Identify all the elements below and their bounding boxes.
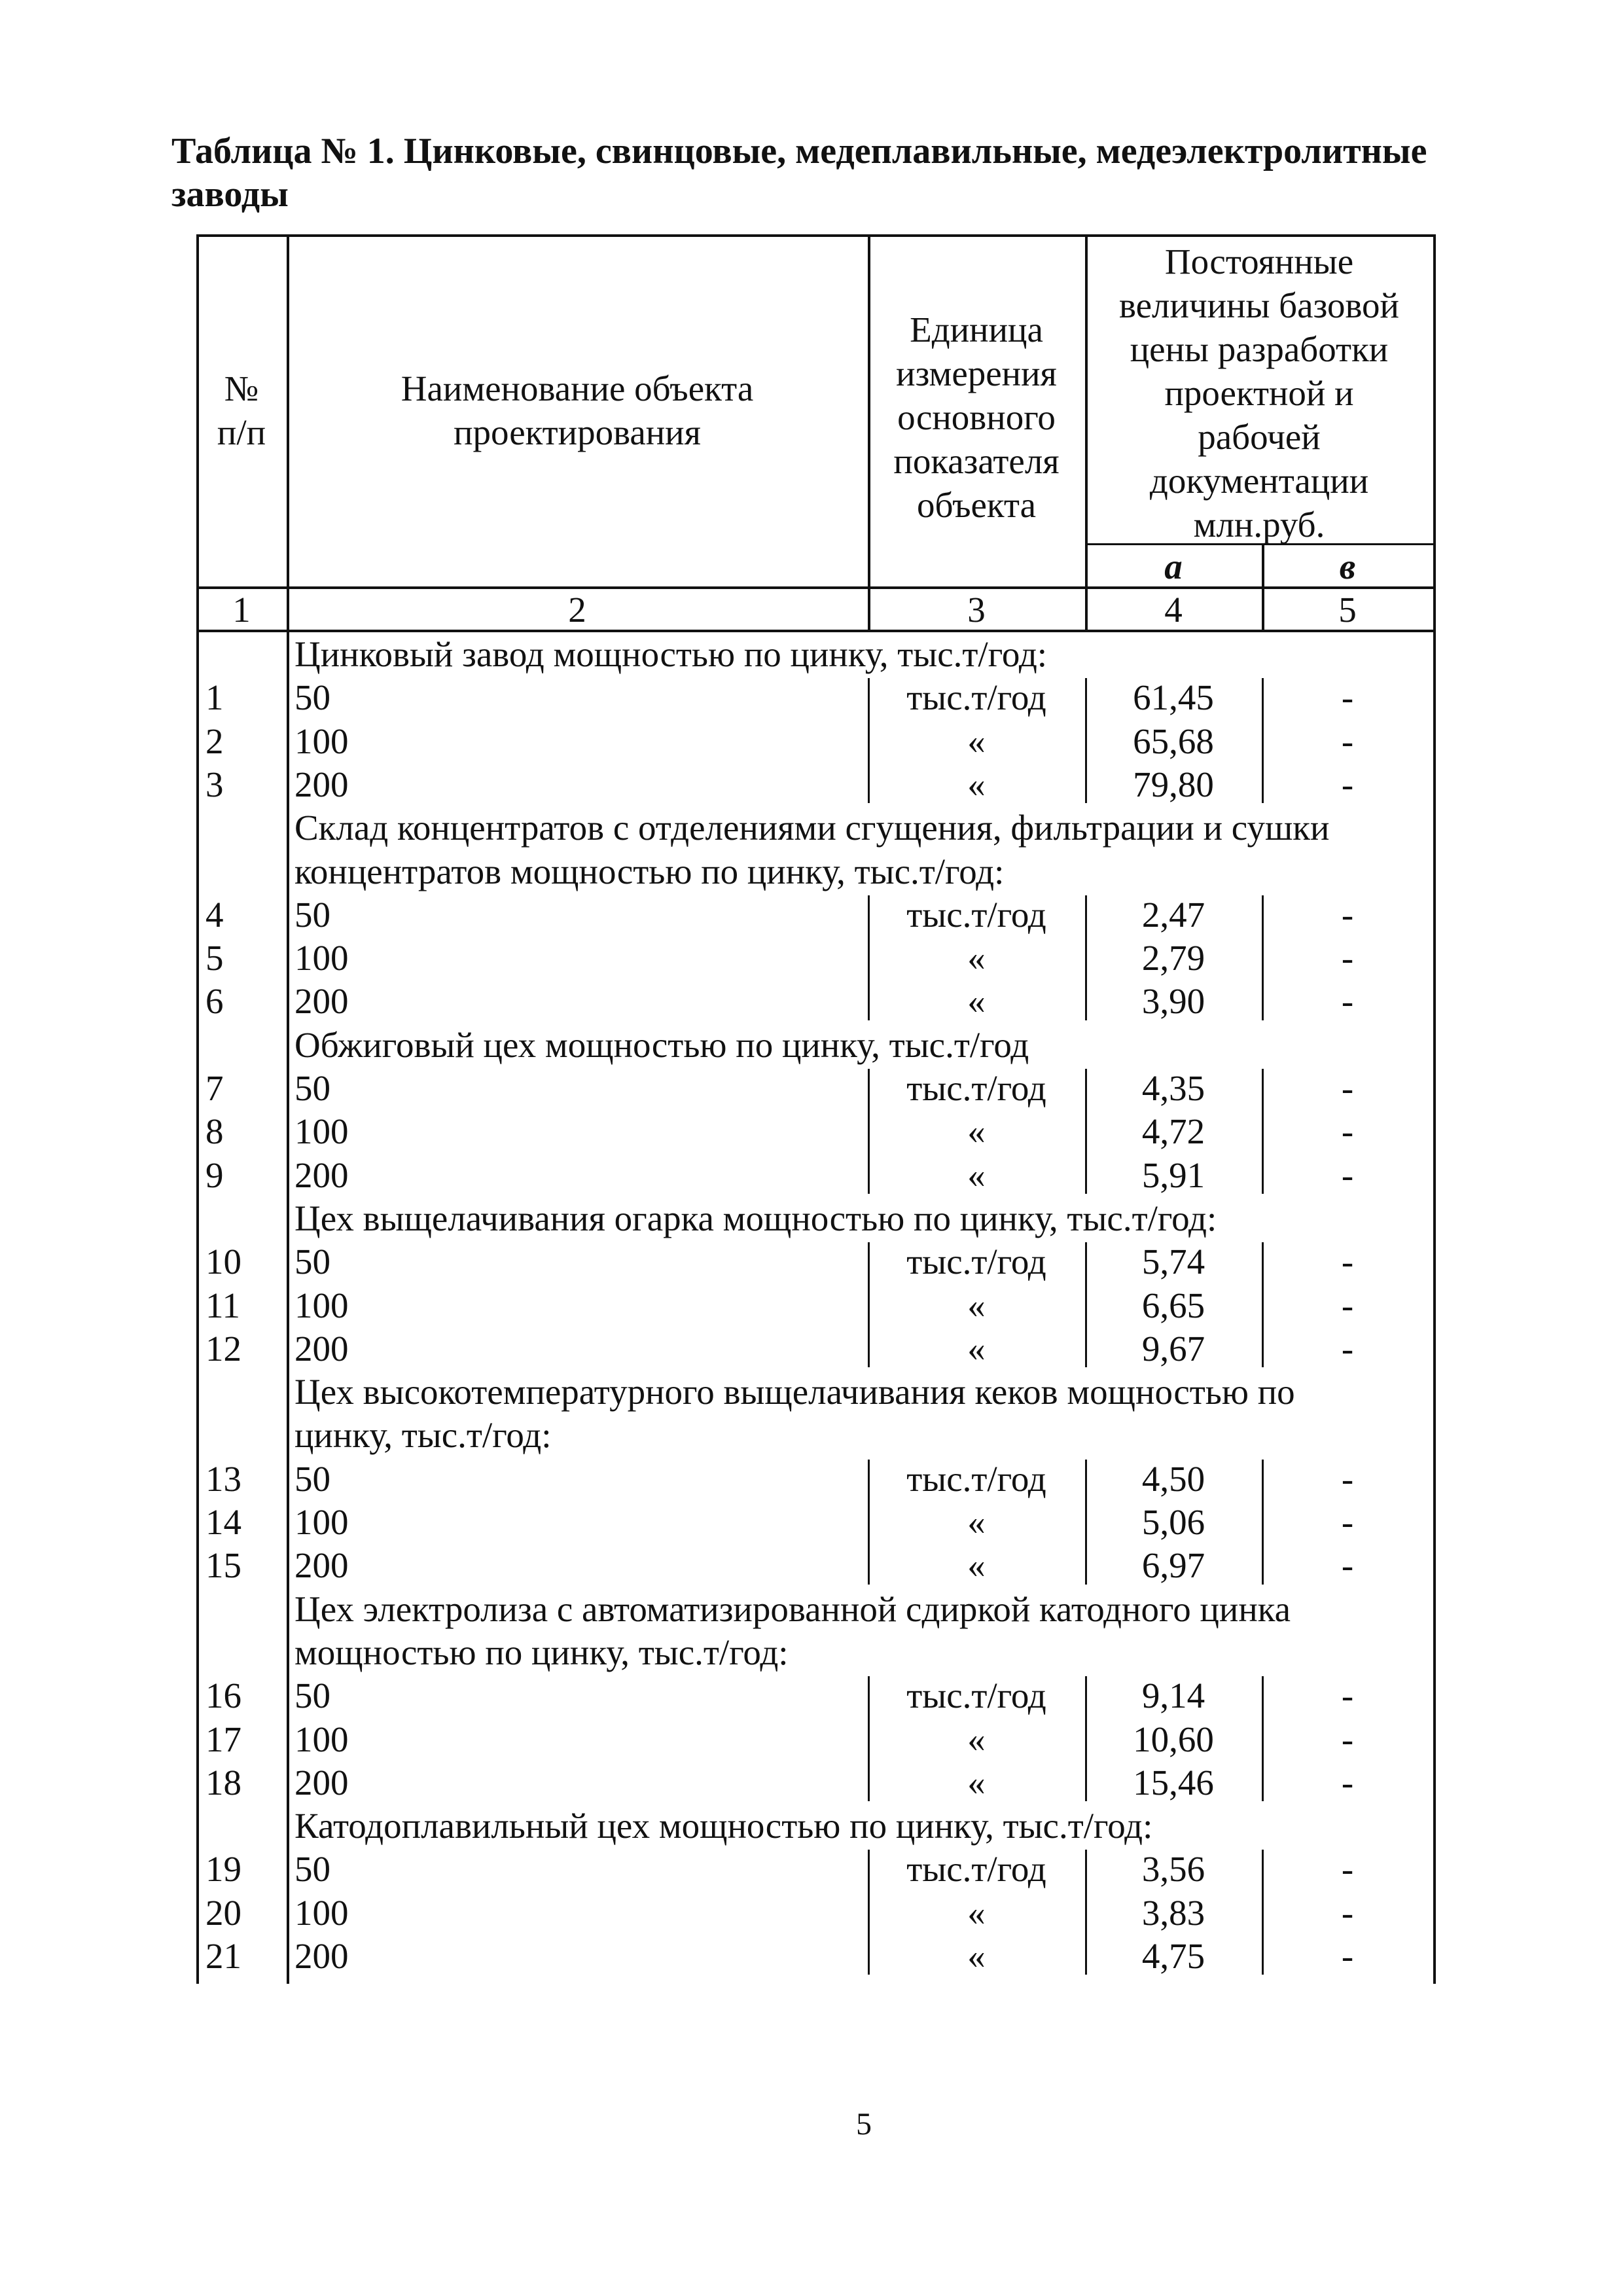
row-value-a: 5,06 xyxy=(1141,1502,1205,1542)
row-value-b: - xyxy=(1341,1242,1354,1282)
row-capacity: 200 xyxy=(294,1762,349,1803)
row-column-border xyxy=(1085,1460,1087,1585)
row-unit: « xyxy=(967,1502,986,1542)
table-title-line-1: Таблица № 1. Цинковые, свинцовые, медеплавильные, медеэлектролитные xyxy=(171,131,1427,171)
row-column-border xyxy=(868,1850,870,1975)
row-number: 17 xyxy=(205,1719,241,1759)
header-price-col-line: рабочей xyxy=(1198,417,1321,457)
row-capacity: 200 xyxy=(294,1936,349,1976)
header-number-col-line: п/п xyxy=(217,412,266,452)
group-heading: мощностью по цинку, тыс.т/год: xyxy=(294,1632,789,1672)
header-price-col-line: величины базовой xyxy=(1119,285,1399,325)
header-name-col-line: проектирования xyxy=(454,412,701,452)
row-column-border xyxy=(1085,678,1087,803)
row-value-a: 3,56 xyxy=(1141,1849,1205,1890)
header-unit-col-line: измерения xyxy=(896,353,1057,393)
row-number: 4 xyxy=(205,894,224,935)
row-value-a: 5,91 xyxy=(1141,1155,1205,1195)
row-value-b: - xyxy=(1341,1328,1354,1369)
header-column-border xyxy=(1433,234,1436,632)
row-number: 12 xyxy=(205,1328,241,1369)
header-top-border xyxy=(196,234,1436,237)
row-value-b: - xyxy=(1341,1892,1354,1933)
row-value-a: 3,90 xyxy=(1141,981,1205,1022)
header-unit-col-line: Единица xyxy=(910,309,1043,350)
header-name-col xyxy=(287,367,868,454)
row-number: 1 xyxy=(205,677,224,718)
row-value-a: 65,68 xyxy=(1133,721,1214,761)
row-value-b: - xyxy=(1341,1285,1354,1325)
row-column-border xyxy=(1085,1069,1087,1194)
row-capacity: 200 xyxy=(294,1545,349,1586)
row-capacity: 200 xyxy=(294,1328,349,1369)
row-value-a: 4,72 xyxy=(1141,1111,1205,1152)
row-unit: « xyxy=(967,1936,986,1976)
group-heading: Цех электролиза с автоматизированной сдиркой катодного цинка xyxy=(294,1588,1291,1629)
number-column-border xyxy=(287,632,289,1984)
row-unit: « xyxy=(967,938,986,978)
row-value-b: - xyxy=(1341,1155,1354,1195)
row-number: 11 xyxy=(205,1285,240,1325)
row-unit: тыс.т/год xyxy=(906,894,1046,935)
row-number: 7 xyxy=(205,1068,224,1108)
row-capacity: 100 xyxy=(294,1111,349,1152)
row-capacity: 200 xyxy=(294,1155,349,1195)
row-column-border xyxy=(1085,1850,1087,1975)
row-column-border xyxy=(1262,895,1264,1020)
row-unit: « xyxy=(967,1328,986,1369)
row-capacity: 100 xyxy=(294,1892,349,1933)
row-number: 19 xyxy=(205,1849,241,1890)
group-heading: цинку, тыс.т/год: xyxy=(294,1415,552,1456)
header-price-col-line: млн.руб. xyxy=(1193,505,1325,545)
row-value-b: - xyxy=(1341,894,1354,935)
row-capacity: 50 xyxy=(294,1068,330,1108)
row-column-border xyxy=(1085,895,1087,1020)
header-name-col-line: Наименование объекта xyxy=(401,368,754,408)
row-value-a: 6,97 xyxy=(1141,1545,1205,1586)
row-column-border xyxy=(868,1460,870,1585)
row-unit: « xyxy=(967,1155,986,1195)
row-capacity: 100 xyxy=(294,1285,349,1325)
row-number: 5 xyxy=(205,938,224,978)
row-value-a: 2,79 xyxy=(1141,938,1205,978)
row-capacity: 50 xyxy=(294,1242,330,1282)
header-sub-b: в xyxy=(1339,547,1356,586)
row-value-b: - xyxy=(1341,1545,1354,1586)
row-value-b: - xyxy=(1341,1111,1354,1152)
header-number-col-line: № xyxy=(224,368,259,408)
header-unit-col-line: объекта xyxy=(916,484,1037,525)
row-value-a: 5,74 xyxy=(1141,1242,1205,1282)
row-value-b: - xyxy=(1341,981,1354,1022)
row-capacity: 50 xyxy=(294,1849,330,1890)
row-unit: « xyxy=(967,1111,986,1152)
row-value-a: 6,65 xyxy=(1141,1285,1205,1325)
row-value-a: 61,45 xyxy=(1133,677,1214,718)
header-price-col-line: проектной и xyxy=(1164,373,1354,413)
table-title-line-2: заводы xyxy=(171,174,289,215)
header-price-col xyxy=(1085,240,1433,547)
row-number: 16 xyxy=(205,1676,241,1716)
row-unit: « xyxy=(967,1719,986,1759)
row-value-a: 3,83 xyxy=(1141,1892,1205,1933)
row-column-border xyxy=(868,895,870,1020)
row-value-b: - xyxy=(1341,1676,1354,1716)
header-price-col-line: цены разработки xyxy=(1130,329,1389,369)
row-capacity: 100 xyxy=(294,1719,349,1759)
row-value-b: - xyxy=(1341,1502,1354,1542)
group-heading: Склад концентратов с отделениями сгущения, фильтрации и сушки xyxy=(294,808,1330,848)
row-capacity: 100 xyxy=(294,721,349,761)
row-unit: « xyxy=(967,1762,986,1803)
header-column-number: 2 xyxy=(568,590,586,630)
row-capacity: 100 xyxy=(294,938,349,978)
row-column-border xyxy=(868,1676,870,1801)
row-capacity: 100 xyxy=(294,1502,349,1542)
row-number: 3 xyxy=(205,764,224,804)
row-value-b: - xyxy=(1341,1068,1354,1108)
header-column-number: 1 xyxy=(232,590,251,630)
header-column-number: 3 xyxy=(967,590,986,630)
row-unit: « xyxy=(967,764,986,804)
row-column-border xyxy=(868,1069,870,1194)
row-column-border xyxy=(1262,1242,1264,1367)
row-number: 18 xyxy=(205,1762,241,1803)
row-capacity: 50 xyxy=(294,1458,330,1499)
row-value-b: - xyxy=(1341,1762,1354,1803)
row-unit: « xyxy=(967,1545,986,1586)
group-heading: Цех выщелачивания огарка мощностью по цинку, тыс.т/год: xyxy=(294,1198,1217,1238)
row-unit: тыс.т/год xyxy=(906,1676,1046,1716)
row-unit: « xyxy=(967,1892,986,1933)
row-value-a: 9,14 xyxy=(1141,1676,1205,1716)
header-unit-col-line: основного xyxy=(897,397,1056,437)
row-column-border xyxy=(1262,1676,1264,1801)
row-number: 14 xyxy=(205,1502,241,1542)
row-column-border xyxy=(1262,1460,1264,1585)
row-number: 2 xyxy=(205,721,224,761)
row-value-b: - xyxy=(1341,1458,1354,1499)
header-unit-col-line: показателя xyxy=(893,440,1060,481)
group-heading: Цинковый завод мощностью по цинку, тыс.т/год: xyxy=(294,634,1048,674)
row-value-b: - xyxy=(1341,1849,1354,1890)
row-capacity: 200 xyxy=(294,764,349,804)
row-unit: тыс.т/год xyxy=(906,1068,1046,1108)
header-price-col-line: документации xyxy=(1149,461,1369,501)
row-column-border xyxy=(1085,1676,1087,1801)
row-unit: тыс.т/год xyxy=(906,677,1046,718)
row-value-b: - xyxy=(1341,938,1354,978)
header-unit-col xyxy=(868,308,1085,527)
page-number: 5 xyxy=(856,2107,872,2142)
row-capacity: 50 xyxy=(294,1676,330,1716)
group-heading: концентратов мощностью по цинку, тыс.т/год: xyxy=(294,851,1005,891)
row-value-a: 79,80 xyxy=(1133,764,1214,804)
row-value-b: - xyxy=(1341,1719,1354,1759)
row-value-b: - xyxy=(1341,677,1354,718)
row-capacity: 50 xyxy=(294,677,330,718)
row-column-border xyxy=(1262,1850,1264,1975)
row-column-border xyxy=(1085,1242,1087,1367)
row-unit: тыс.т/год xyxy=(906,1458,1046,1499)
row-column-border xyxy=(1262,678,1264,803)
row-number: 10 xyxy=(205,1242,241,1282)
row-number: 8 xyxy=(205,1111,224,1152)
row-unit: « xyxy=(967,1285,986,1325)
row-number: 15 xyxy=(205,1545,241,1586)
table-right-border xyxy=(1433,632,1436,1984)
header-number-col xyxy=(196,367,287,454)
row-number: 21 xyxy=(205,1936,241,1976)
row-unit: « xyxy=(967,721,986,761)
header-sub-a: а xyxy=(1164,547,1183,586)
row-value-a: 4,35 xyxy=(1141,1068,1205,1108)
row-value-a: 2,47 xyxy=(1141,894,1205,935)
row-value-b: - xyxy=(1341,1936,1354,1976)
row-value-b: - xyxy=(1341,721,1354,761)
row-capacity: 200 xyxy=(294,981,349,1022)
group-heading: Обжиговый цех мощностью по цинку, тыс.т/год xyxy=(294,1024,1029,1065)
row-column-border xyxy=(868,678,870,803)
row-value-a: 15,46 xyxy=(1133,1762,1214,1803)
row-value-a: 4,50 xyxy=(1141,1458,1205,1499)
group-heading: Цех высокотемпературного выщелачивания кеков мощностью по xyxy=(294,1372,1295,1412)
row-unit: тыс.т/год xyxy=(906,1242,1046,1282)
row-capacity: 50 xyxy=(294,894,330,935)
row-value-b: - xyxy=(1341,764,1354,804)
row-column-border xyxy=(1262,1069,1264,1194)
row-unit: тыс.т/год xyxy=(906,1849,1046,1890)
group-heading: Катодоплавильный цех мощностью по цинку, тыс.т/год: xyxy=(294,1806,1153,1846)
header-price-col-line: Постоянные xyxy=(1164,242,1354,281)
row-unit: « xyxy=(967,981,986,1022)
table-left-border xyxy=(196,632,199,1984)
row-number: 13 xyxy=(205,1458,241,1499)
header-column-number: 5 xyxy=(1338,590,1357,630)
row-value-a: 4,75 xyxy=(1141,1936,1205,1976)
row-number: 6 xyxy=(205,981,224,1022)
row-column-border xyxy=(868,1242,870,1367)
header-column-number: 4 xyxy=(1164,590,1183,630)
row-value-a: 10,60 xyxy=(1133,1719,1214,1759)
row-value-a: 9,67 xyxy=(1141,1328,1205,1369)
row-number: 9 xyxy=(205,1155,224,1195)
row-number: 20 xyxy=(205,1892,241,1933)
